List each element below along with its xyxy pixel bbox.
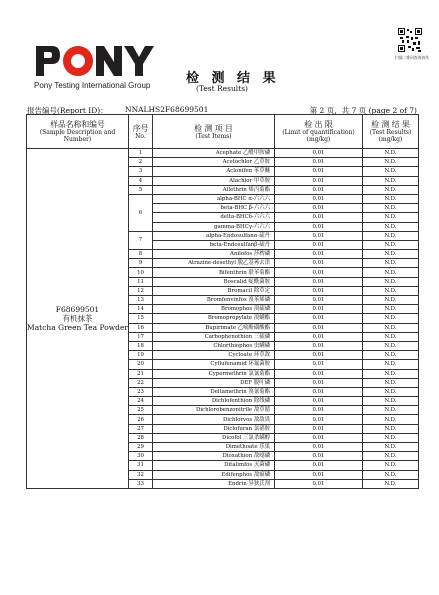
row-number: 20 [129,360,153,369]
page-title-zh: 检 测 结 果 [186,71,280,86]
result-value: N.D. [363,433,419,442]
header-results-unit: (mg/kg) [378,136,403,143]
loq-value: 0.01 [275,479,363,488]
row-number: 28 [129,433,153,442]
test-item: DEF 脱叶磷 [153,378,275,387]
loq-value: 0.01 [275,250,363,259]
header-results [363,115,419,149]
row-number: 4 [129,176,153,185]
result-value: N.D. [363,470,419,479]
result-value: N.D. [363,204,419,213]
loq-value: 0.01 [275,204,363,213]
result-value: N.D. [363,213,419,222]
page-title-en: (Test Results) [196,84,248,93]
test-item: Dichlofenthion 除线磷 [153,397,275,406]
result-value: N.D. [363,158,419,167]
row-number: 11 [129,277,153,286]
results-table [26,114,419,489]
loq-value: 0.01 [275,461,363,470]
test-item: Anilofos 莎稗磷 [153,250,275,259]
qr-caption: 扫描二维码查询真伪 [394,55,430,60]
result-value: N.D. [363,194,419,203]
table-header-row [27,115,419,149]
result-value: N.D. [363,360,419,369]
row-number: 13 [129,296,153,305]
result-value: N.D. [363,406,419,415]
loq-value: 0.01 [275,443,363,452]
loq-value: 0.01 [275,167,363,176]
result-value: N.D. [363,424,419,433]
report-id-value: NNALHS2F68699501 [125,105,209,114]
loq-value: 0.01 [275,351,363,360]
row-number: 12 [129,286,153,295]
sample-id: F68699501 [55,304,100,314]
test-item: Bromacil 除草定 [153,286,275,295]
test-item: Bromopropylate 溴螨酯 [153,314,275,323]
loq-value: 0.01 [275,213,363,222]
test-item: Bromfenvinfos 溴苯烯磷 [153,296,275,305]
loq-value: 0.01 [275,185,363,194]
test-item: Bifenthrin 联苯菊酯 [153,268,275,277]
loq-value: 0.01 [275,433,363,442]
result-value: N.D. [363,259,419,268]
loq-value: 0.01 [275,397,363,406]
test-item: Aclonifen 苯草醚 [153,167,275,176]
result-value: N.D. [363,240,419,249]
row-number: 30 [129,452,153,461]
row-number: 3 [129,167,153,176]
result-value: N.D. [363,323,419,332]
result-value: N.D. [363,250,419,259]
result-value: N.D. [363,443,419,452]
loq-value: 0.01 [275,470,363,479]
test-item: Cycloate 环草敌 [153,351,275,360]
loq-value: 0.01 [275,314,363,323]
test-item: Dioxathion 敌噁磷 [153,452,275,461]
header-sample-zh: 样品名称和编号 [50,120,105,129]
test-item: Dimethoate 乐果 [153,443,275,452]
header-items [153,115,275,149]
loq-value: 0.01 [275,305,363,314]
page-number: 第 2 页，共 7 页 (page 2 of 7) [309,106,417,115]
row-number: 19 [129,351,153,360]
test-item: alpha-Endosulfanα-硫丹 [153,231,275,240]
result-value: N.D. [363,277,419,286]
result-value: N.D. [363,397,419,406]
result-value: N.D. [363,149,419,158]
header-loq [275,115,363,149]
result-value: N.D. [363,185,419,194]
row-number: 9 [129,259,153,268]
result-value: N.D. [363,369,419,378]
row-number: 6 [129,194,153,231]
loq-value: 0.01 [275,341,363,350]
test-item: Dichlorvos 敌敌畏 [153,415,275,424]
qr-code-icon [398,28,422,52]
loq-value: 0.01 [275,158,363,167]
header-loq-zh: 检 出 限 [304,120,333,129]
header-items-zh: 检 测 项 目 [194,123,233,133]
sample-cell [27,149,129,489]
test-item: Chlorthiophos 虫螨磷 [153,341,275,350]
test-item: beta-Endosulfanβ-硫丹 [153,240,275,249]
result-value: N.D. [363,314,419,323]
test-item: delta-BHCδ-六六六 [153,213,275,222]
table-row [27,149,419,158]
result-value: N.D. [363,378,419,387]
test-item: Bupirimate 乙嘧酚磺酸酯 [153,323,275,332]
row-number: 31 [129,461,153,470]
loq-value: 0.01 [275,378,363,387]
test-item: gamma-BHCγ-六六六 [153,222,275,231]
test-item: beta-BHC β-六六六 [153,204,275,213]
header-no-en: No. [135,132,146,140]
loq-value: 0.01 [275,424,363,433]
header-items-en: (Test Items) [195,132,232,140]
header-no-zh: 序号 [132,123,149,133]
row-number: 8 [129,250,153,259]
loq-value: 0.01 [275,296,363,305]
row-number: 33 [129,479,153,488]
test-item: Acephate 乙酰甲胺磷 [153,149,275,158]
result-value: N.D. [363,415,419,424]
header-results-zh: 检 测 结 果 [371,120,410,129]
test-item: Allethrin 烯丙菊酯 [153,185,275,194]
row-number: 1 [129,149,153,158]
test-item: Carbophenothion 三硫磷 [153,332,275,341]
row-number: 10 [129,268,153,277]
loq-value: 0.01 [275,387,363,396]
sample-name-en: Matcha Green Tea Powder [27,322,128,332]
row-number: 23 [129,387,153,396]
loq-value: 0.01 [275,222,363,231]
pony-logo [34,44,156,78]
test-item: Acetochlor 乙草胺 [153,158,275,167]
result-value: N.D. [363,305,419,314]
test-item: alpha-BHC α-六六六 [153,194,275,203]
test-item: Deltamethrin 溴氰菊酯 [153,387,275,396]
loq-value: 0.01 [275,406,363,415]
row-number: 24 [129,397,153,406]
result-value: N.D. [363,479,419,488]
test-item: Diclofuran 氯硝胺 [153,424,275,433]
result-value: N.D. [363,268,419,277]
header-sample [27,115,129,149]
loq-value: 0.01 [275,231,363,240]
loq-value: 0.01 [275,415,363,424]
header-results-en: (Test Results) [369,129,412,136]
loq-value: 0.01 [275,360,363,369]
result-value: N.D. [363,341,419,350]
row-number: 27 [129,424,153,433]
row-number: 17 [129,332,153,341]
row-number: 21 [129,369,153,378]
loq-value: 0.01 [275,240,363,249]
row-number: 32 [129,470,153,479]
sample-name-zh: 有机抹茶 [62,313,93,323]
loq-value: 0.01 [275,149,363,158]
test-item: Endrin 异狄氏剂 [153,479,275,488]
result-value: N.D. [363,351,419,360]
header-loq-en: (Limit of quantification) [282,129,355,136]
result-value: N.D. [363,296,419,305]
result-value: N.D. [363,231,419,240]
result-value: N.D. [363,176,419,185]
row-number: 2 [129,158,153,167]
loq-value: 0.01 [275,277,363,286]
test-item: Dichlorobenzonitrile 敌草腈 [153,406,275,415]
loq-value: 0.01 [275,259,363,268]
loq-value: 0.01 [275,194,363,203]
result-value: N.D. [363,332,419,341]
row-number: 14 [129,305,153,314]
company-name: Pony Testing International Group [34,81,151,90]
row-number: 18 [129,341,153,350]
row-number: 15 [129,314,153,323]
row-number: 26 [129,415,153,424]
test-item: Alachlor 甲草胺 [153,176,275,185]
loq-value: 0.01 [275,268,363,277]
test-item: Bromophos 溴硫磷 [153,305,275,314]
row-number: 7 [129,231,153,249]
result-value: N.D. [363,167,419,176]
header-sample-en: (Sample Description and Number) [39,129,116,143]
header-no [129,115,153,149]
loq-value: 0.01 [275,323,363,332]
loq-value: 0.01 [275,176,363,185]
test-item: Dicofol 三氯杀螨醇 [153,433,275,442]
row-number: 22 [129,378,153,387]
header-loq-unit: (mg/kg) [306,136,331,143]
test-item: Boscalid 啶酰菌胺 [153,277,275,286]
row-number: 5 [129,185,153,194]
loq-value: 0.01 [275,369,363,378]
result-value: N.D. [363,452,419,461]
test-item: Edifenphos 敌瘟磷 [153,470,275,479]
result-value: N.D. [363,286,419,295]
result-value: N.D. [363,461,419,470]
loq-value: 0.01 [275,332,363,341]
test-item: Ditalimfos 灭菌磷 [153,461,275,470]
test-item: Cypermethrin 氯氰菊酯 [153,369,275,378]
row-number: 29 [129,443,153,452]
test-item: Atrazine-desethyl 脱乙基莠去津 [153,259,275,268]
result-value: N.D. [363,222,419,231]
loq-value: 0.01 [275,452,363,461]
result-value: N.D. [363,387,419,396]
test-item: Cyflufenamid 环氟菌胺 [153,360,275,369]
report-id-label: 报告编号(Report ID)： [27,106,108,115]
loq-value: 0.01 [275,286,363,295]
row-number: 25 [129,406,153,415]
row-number: 16 [129,323,153,332]
